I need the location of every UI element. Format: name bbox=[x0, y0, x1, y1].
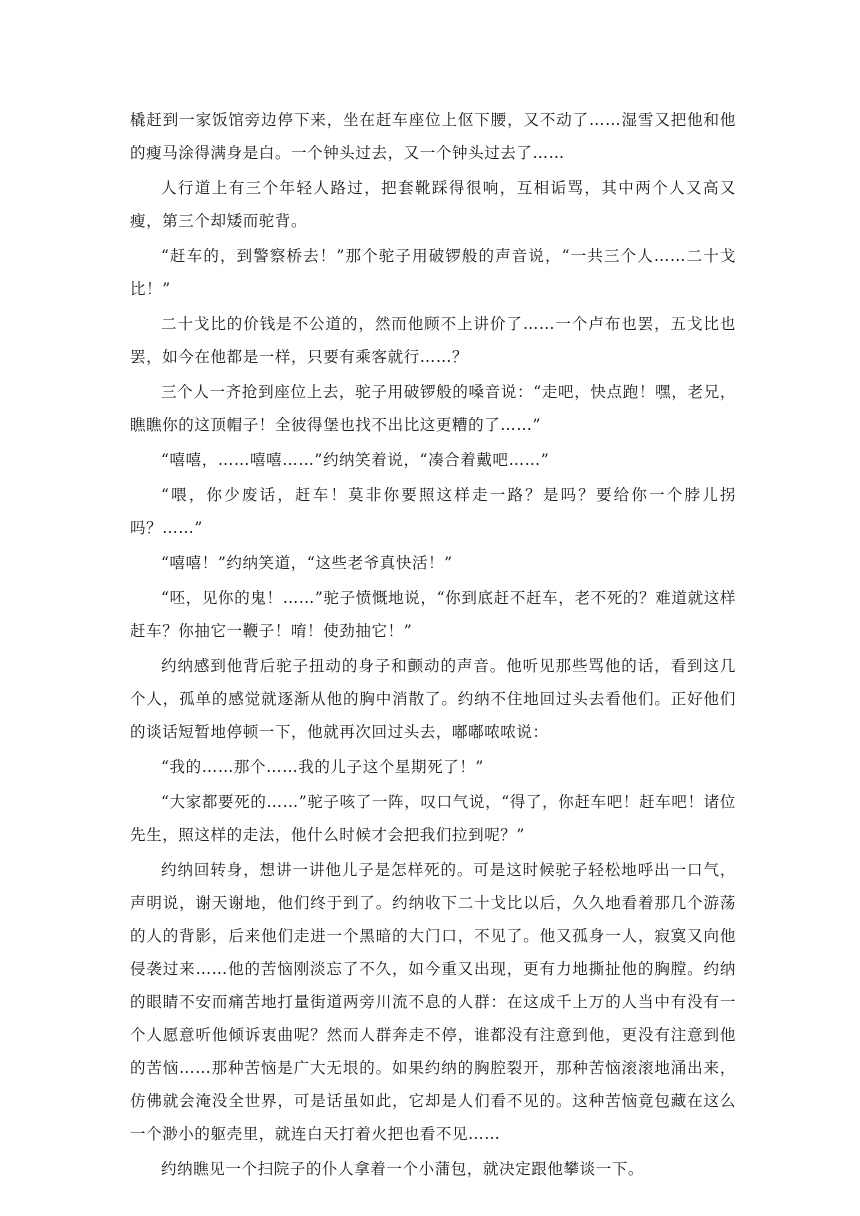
paragraph-8: “嘻嘻！”约纳笑道，“这些老爷真快活！” bbox=[161, 554, 453, 572]
paragraph-12: “大家都要死的……”驼子咳了一阵，叹口气说，“得了，你赶车吧！赶车吧！诸位先生，照这样的走法，他什么时候才会把我们拉到呢？” bbox=[130, 793, 736, 844]
paragraph-10: 约纳感到他背后驼子扭动的身子和颤动的声音。他听见那些骂他的话，看到这几个人，孤单的感觉就逐渐从他的胸中消散了。约纳不住地回过头去看他们。正好他们的谈话短暂地停顿一下，他就再次回过头去，嘟嘟哝哝说： bbox=[130, 657, 736, 741]
paragraph-3: “赶车的，到警察桥去！”那个驼子用破锣般的声音说，“一共三个人……二十戈比！” bbox=[130, 247, 736, 298]
paragraph-7: “喂，你少废话，赶车！莫非你要照这样走一路？是吗？要给你一个脖儿拐吗？……” bbox=[130, 486, 736, 537]
paragraph-5: 三个人一齐抢到座位上去，驼子用破锣般的嗓音说：“走吧，快点跑！嘿，老兄，瞧瞧你的这顶帽子！全彼得堡也找不出比这更糟的了……” bbox=[130, 383, 736, 434]
paragraph-6: “嘻嘻，……嘻嘻……”约纳笑着说，“凑合着戴吧……” bbox=[161, 451, 550, 469]
paragraph-1: 橇赶到一家饭馆旁边停下来，坐在赶车座位上伛下腰，又不动了……湿雪又把他和他的瘦马涂得满身是白。一个钟头过去，又一个钟头过去了…… bbox=[130, 111, 736, 162]
paragraph-2: 人行道上有三个年轻人路过，把套靴踩得很响，互相诟骂，其中两个人又高又瘦，第三个却矮而驼背。 bbox=[130, 179, 736, 230]
paragraph-14: 约纳瞧见一个扫院子的仆人拿着一个小蒲包，就决定跟他攀谈一下。 bbox=[161, 1160, 645, 1178]
paragraph-9: “呸，见你的鬼！……”驼子愤慨地说，“你到底赶不赶车，老不死的？难道就这样赶车？你抽它一鞭子！唷！使劲抽它！” bbox=[130, 589, 736, 640]
paragraph-13: 约纳回转身，想讲一讲他儿子是怎样死的。可是这时候驼子轻松地呼出一口气，声明说，谢天谢地，他们终于到了。约纳收下二十戈比以后，久久地看着那几个游荡的人的背影，后来他们走进一个黑暗的大门口，不见了。他又孤身一人，寂寞又向他侵袭过来……他的苦恼刚淡忘了不久，如今重又出现，更有力地撕扯他的胸膛。约纳的眼睛不安而痛苦地打量街道两旁川流不息的人群：在这成千上万的人当中有没有一个人愿意听他倾诉衷曲呢？然而人群奔走不停，谁都没有注意到他，更没有注意到他的苦恼……那种苦恼是广大无垠的。如果约纳的胸腔裂开，那种苦恼滚滚地涌出来，仿佛就会淹没全世界，可是话虽如此，它却是人们看不见的。这种苦恼竟包藏在这么一个渺小的躯壳里，就连白天打着火把也看不见…… bbox=[130, 861, 736, 1143]
paragraph-4: 二十戈比的价钱是不公道的，然而他顾不上讲价了……一个卢布也罢，五戈比也罢，如今在他都是一样，只要有乘客就行……？ bbox=[130, 315, 736, 366]
paragraph-11: “我的……那个……我的儿子这个星期死了！” bbox=[161, 758, 484, 776]
